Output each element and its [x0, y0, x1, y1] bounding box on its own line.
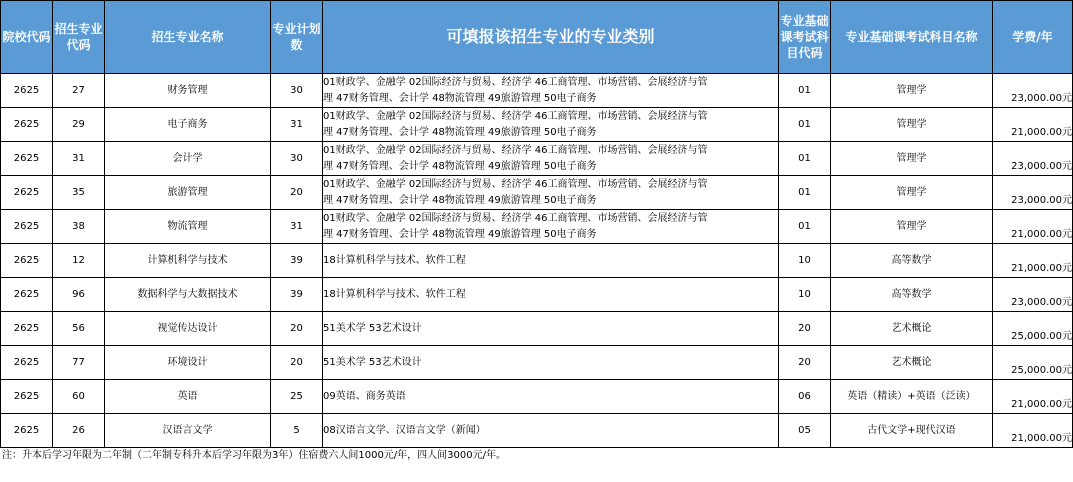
table-row [1, 108, 1073, 142]
categories-line: 01财政学、金融学 02国际经济与贸易、经济学 46工商管理、市场营销、会展经济与管 [323, 178, 708, 190]
major-name-cell: 数据科学与大数据技术 [105, 278, 271, 312]
major-code-cell: 31 [53, 142, 105, 176]
categories-line: 01财政学、金融学 02国际经济与贸易、经济学 46工商管理、市场营销、会展经济与管 [323, 110, 708, 122]
major-name-cell: 物流管理 [105, 210, 271, 244]
table-row [1, 346, 1073, 380]
categories-cell [323, 142, 779, 176]
plan-cell: 30 [271, 74, 323, 108]
exam-code-cell: 06 [779, 380, 831, 414]
major-code-cell: 38 [53, 210, 105, 244]
table-row [1, 142, 1073, 176]
major-name-cell: 财务管理 [105, 74, 271, 108]
plan-cell: 20 [271, 346, 323, 380]
major-name-cell: 英语 [105, 380, 271, 414]
table-row [1, 176, 1073, 210]
plan-cell: 31 [271, 108, 323, 142]
school-code-cell: 2625 [1, 176, 53, 210]
school-code-cell: 2625 [1, 346, 53, 380]
major-code-cell: 56 [53, 312, 105, 346]
header-major-code: 招生专业代码 [53, 1, 105, 74]
school-code-cell: 2625 [1, 278, 53, 312]
table-row [1, 244, 1073, 278]
exam-name-cell: 管理学 [831, 74, 993, 108]
school-code-cell: 2625 [1, 108, 53, 142]
header-exam-name: 专业基础课考试科目名称 [831, 1, 993, 74]
major-name-cell: 计算机科学与技术 [105, 244, 271, 278]
major-code-cell: 60 [53, 380, 105, 414]
categories-line: 01财政学、金融学 02国际经济与贸易、经济学 46工商管理、市场营销、会展经济与管 [323, 76, 708, 88]
categories-line: 01财政学、金融学 02国际经济与贸易、经济学 46工商管理、市场营销、会展经济与管 [323, 144, 708, 156]
plan-cell: 25 [271, 380, 323, 414]
table-row [1, 414, 1073, 448]
header-row [1, 1, 1073, 74]
footnote: 注：升本后学习年限为二年制（二年制专科升本后学习年限为3年）住宿费六人间1000元/年，四人间3000元/年。 [2, 450, 506, 461]
major-name-cell: 汉语言文学 [105, 414, 271, 448]
categories-line: 理 47财务管理、会计学 48物流管理 49旅游管理 50电子商务 [323, 194, 597, 206]
school-code-cell: 2625 [1, 312, 53, 346]
categories-cell [323, 210, 779, 244]
exam-name-cell: 高等数学 [831, 278, 993, 312]
exam-code-cell: 01 [779, 74, 831, 108]
table-row [1, 74, 1073, 108]
major-code-cell: 35 [53, 176, 105, 210]
fee-cell: 21,000.00元 [993, 414, 1073, 448]
header-school-code: 院校代码 [1, 1, 53, 74]
fee-cell: 23,000.00元 [993, 74, 1073, 108]
table-row [1, 278, 1073, 312]
exam-code-cell: 01 [779, 210, 831, 244]
categories-cell [323, 108, 779, 142]
table-row [1, 312, 1073, 346]
exam-name-cell: 管理学 [831, 142, 993, 176]
exam-name-cell: 英语（精读）+英语（泛读） [831, 380, 993, 414]
exam-code-cell: 10 [779, 278, 831, 312]
school-code-cell: 2625 [1, 414, 53, 448]
major-name-cell: 视觉传达设计 [105, 312, 271, 346]
header-categories: 可填报该招生专业的专业类别 [323, 1, 779, 74]
categories-cell [323, 176, 779, 210]
fee-cell: 21,000.00元 [993, 108, 1073, 142]
exam-name-cell: 艺术概论 [831, 312, 993, 346]
exam-name-cell: 古代文学+现代汉语 [831, 414, 993, 448]
plan-cell: 20 [271, 312, 323, 346]
major-code-cell: 27 [53, 74, 105, 108]
fee-cell: 23,000.00元 [993, 142, 1073, 176]
exam-code-cell: 20 [779, 312, 831, 346]
plan-cell: 5 [271, 414, 323, 448]
fee-cell: 21,000.00元 [993, 380, 1073, 414]
categories-cell: 09英语、商务英语 [323, 380, 779, 414]
school-code-cell: 2625 [1, 210, 53, 244]
school-code-cell: 2625 [1, 74, 53, 108]
header-fee: 学费/年 [993, 1, 1073, 74]
major-name-cell: 环境设计 [105, 346, 271, 380]
header-plan: 专业计划数 [271, 1, 323, 74]
exam-code-cell: 01 [779, 142, 831, 176]
categories-line: 理 47财务管理、会计学 48物流管理 49旅游管理 50电子商务 [323, 92, 597, 104]
table-row [1, 210, 1073, 244]
categories-cell: 08汉语言文学、汉语言文学（新闻） [323, 414, 779, 448]
exam-name-cell: 管理学 [831, 176, 993, 210]
plan-cell: 30 [271, 142, 323, 176]
exam-code-cell: 20 [779, 346, 831, 380]
header-exam-code: 专业基础课考试科目代码 [779, 1, 831, 74]
categories-cell: 51美术学 53艺术设计 [323, 346, 779, 380]
exam-name-cell: 管理学 [831, 108, 993, 142]
header-major-name: 招生专业名称 [105, 1, 271, 74]
school-code-cell: 2625 [1, 380, 53, 414]
plan-cell: 39 [271, 278, 323, 312]
fee-cell: 23,000.00元 [993, 176, 1073, 210]
plan-cell: 20 [271, 176, 323, 210]
fee-cell: 25,000.00元 [993, 312, 1073, 346]
categories-cell [323, 74, 779, 108]
exam-name-cell: 管理学 [831, 210, 993, 244]
major-name-cell: 电子商务 [105, 108, 271, 142]
exam-code-cell: 01 [779, 108, 831, 142]
fee-cell: 23,000.00元 [993, 278, 1073, 312]
plan-cell: 31 [271, 210, 323, 244]
fee-cell: 21,000.00元 [993, 244, 1073, 278]
categories-line: 理 47财务管理、会计学 48物流管理 49旅游管理 50电子商务 [323, 160, 597, 172]
categories-line: 01财政学、金融学 02国际经济与贸易、经济学 46工商管理、市场营销、会展经济与管 [323, 212, 708, 224]
plan-cell: 39 [271, 244, 323, 278]
exam-name-cell: 艺术概论 [831, 346, 993, 380]
categories-cell: 18计算机科学与技术、软件工程 [323, 278, 779, 312]
school-code-cell: 2625 [1, 244, 53, 278]
major-name-cell: 旅游管理 [105, 176, 271, 210]
major-code-cell: 26 [53, 414, 105, 448]
major-code-cell: 12 [53, 244, 105, 278]
categories-line: 理 47财务管理、会计学 48物流管理 49旅游管理 50电子商务 [323, 228, 597, 240]
fee-cell: 21,000.00元 [993, 210, 1073, 244]
categories-cell: 51美术学 53艺术设计 [323, 312, 779, 346]
fee-cell: 25,000.00元 [993, 346, 1073, 380]
exam-code-cell: 05 [779, 414, 831, 448]
exam-code-cell: 01 [779, 176, 831, 210]
major-code-cell: 29 [53, 108, 105, 142]
table-row [1, 380, 1073, 414]
major-code-cell: 96 [53, 278, 105, 312]
major-name-cell: 会计学 [105, 142, 271, 176]
categories-line: 理 47财务管理、会计学 48物流管理 49旅游管理 50电子商务 [323, 126, 597, 138]
school-code-cell: 2625 [1, 142, 53, 176]
major-code-cell: 77 [53, 346, 105, 380]
exam-code-cell: 10 [779, 244, 831, 278]
categories-cell: 18计算机科学与技术、软件工程 [323, 244, 779, 278]
exam-name-cell: 高等数学 [831, 244, 993, 278]
